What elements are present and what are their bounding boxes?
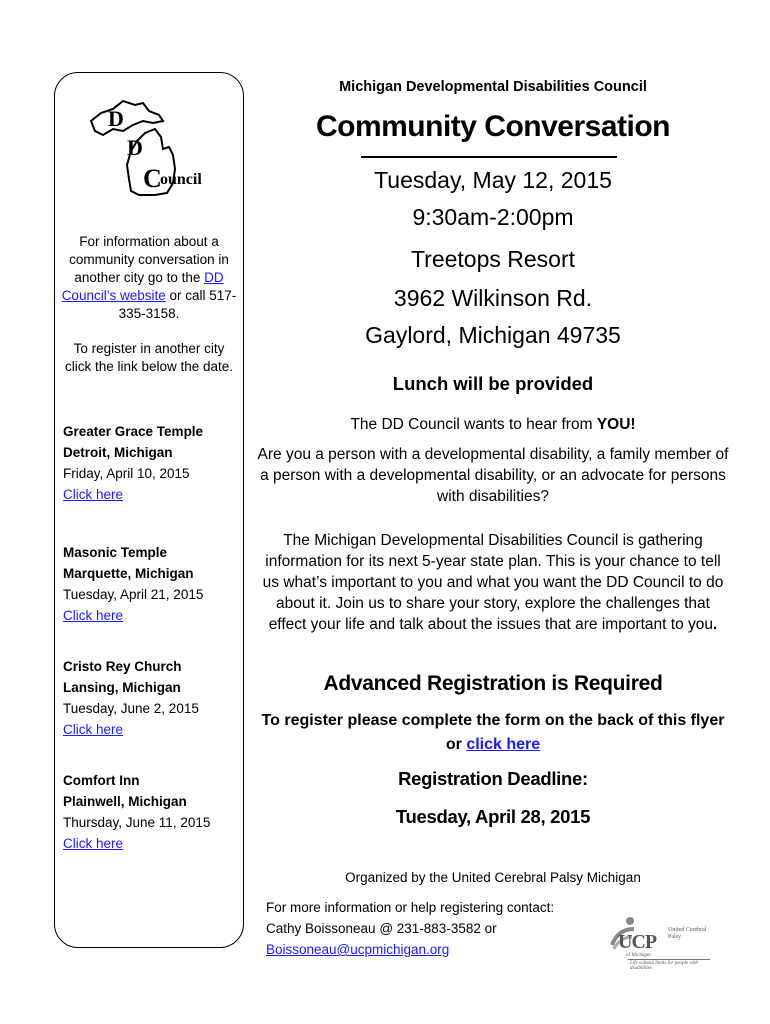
event-street: 3962 Wilkinson Rd. [393,285,593,311]
ucp-logo-text: UCP [618,931,657,953]
info-paragraph [61,233,237,323]
body-text: The Michigan Developmental Disabilities Council is gathering information for its next 5-year state plan. This is your chance to tell us what’s important to you and what you want the DD Council to do about it. Join us to share your story, explore the challenges that effect your life and talk about the issues that are important to you [262,532,724,633]
ucp-logo-sub: of Michigan [626,953,651,958]
logo-letter-d: D [108,106,124,131]
event-city: Plainwell, Michigan [63,794,187,809]
ucp-logo-tagline: Life without limits for people with disabilities [630,961,698,971]
event-city: Marquette, Michigan [63,566,194,581]
event-city: Gaylord, Michigan 49735 [365,322,621,348]
body-paragraph [256,530,730,635]
contact-block [266,897,606,960]
info-text: For information about a community conversation in another city go to the [69,234,229,285]
event-venue: Masonic Temple [63,545,168,560]
event-city: Lansing, Michigan [63,680,181,695]
body-end: . [713,616,718,633]
event-plainwell [63,770,239,854]
event-date: Thursday, June 11, 2015 [63,815,211,830]
dd-council-logo [83,91,233,211]
event-time: 9:30am-2:00pm [412,204,574,230]
organized-by: Organized by the United Cerebral Palsy Michigan [345,870,641,885]
lunch-note: Lunch will be provided [392,373,594,394]
page-title: Community Conversation [315,110,671,143]
event-city: Detroit, Michigan [63,445,173,460]
registration-instructions [256,709,730,757]
info-phone-text: or call 517-335-3158. [118,288,237,321]
ucp-logo-rule [628,959,710,960]
hear-from-you [256,414,730,435]
logo-letter-d: D [127,135,143,160]
contact-intro: For more information or help registering contact: [266,900,555,915]
registration-click-here-link[interactable]: click here [466,736,541,753]
dd-council-website-link[interactable]: DD Council’s website [61,270,224,303]
event-lansing [63,656,239,740]
logo-word-ouncil: ouncil [160,171,202,188]
event-date: Tuesday, June 2, 2015 [63,701,199,716]
ucp-logo [604,915,714,971]
contact-email-link[interactable]: Boissoneau@ucpmichigan.org [266,942,450,957]
registration-heading: Advanced Registration is Required [323,672,663,695]
organization-title: Michigan Developmental Disabilities Council [339,79,647,95]
registration-text: To register please complete the form on the back of this flyer or [261,712,725,753]
hear-text: The DD Council wants to hear from [350,416,597,433]
event-date: Tuesday, May 12, 2015 [374,167,612,193]
event-date: Friday, April 10, 2015 [63,466,190,481]
event-date: Tuesday, April 21, 2015 [63,587,204,602]
sidebar-panel [54,72,244,948]
hear-emphasis: YOU! [596,416,636,433]
event-register-link[interactable]: Click here [63,608,124,623]
deadline-date: Tuesday, April 28, 2015 [395,806,591,827]
event-register-link[interactable]: Click here [63,722,124,737]
event-marquette [63,542,239,626]
event-detroit [63,421,239,505]
ucp-logo-name: United Cerebral Palsy [668,927,707,940]
event-venue: Cristo Rey Church [63,659,182,674]
event-venue: Greater Grace Temple [63,424,204,439]
contact-person: Cathy Boissoneau @ 231-883-3582 or [266,921,497,936]
event-register-link[interactable]: Click here [63,487,124,502]
logo-letter-c: C [143,164,162,193]
event-register-link[interactable]: Click here [63,836,124,851]
event-venue: Treetops Resort [410,246,576,272]
deadline-label: Registration Deadline: [398,768,588,789]
title-divider [361,156,617,158]
event-venue: Comfort Inn [63,773,140,788]
register-info-paragraph: To register in another city click the link below the date. [64,341,234,374]
audience-question: Are you a person with a developmental disability, a family member of a person with a developmental disability, or an advocate for persons with disabilities? [257,446,729,505]
